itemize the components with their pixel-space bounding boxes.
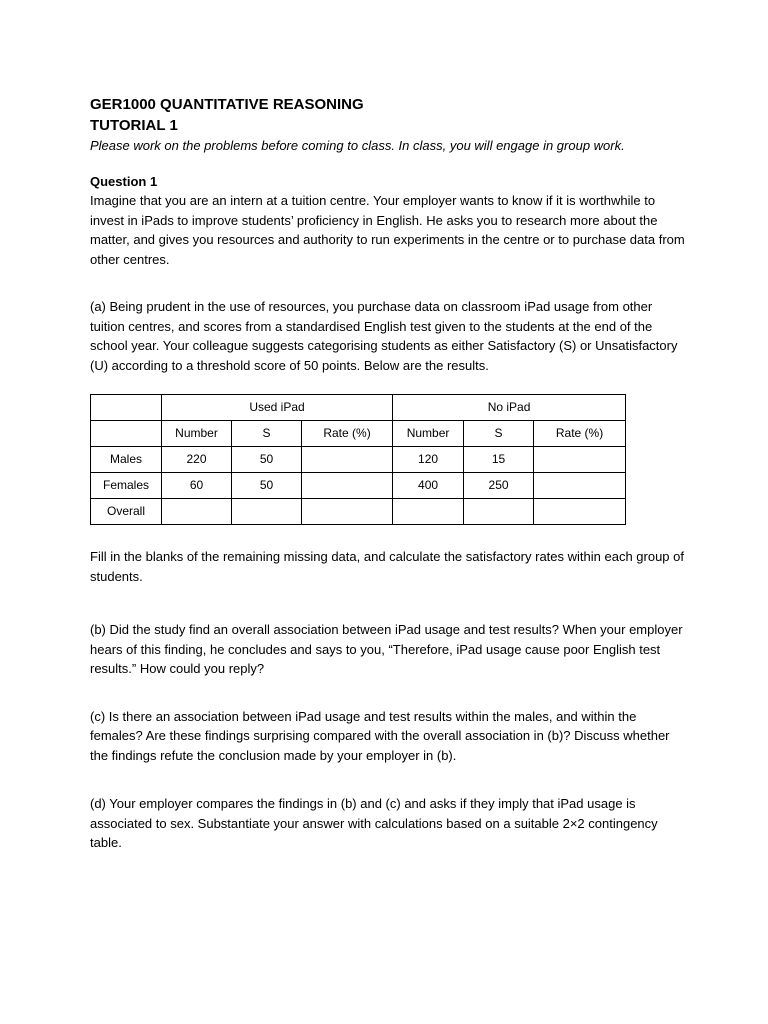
table-cell xyxy=(534,499,626,525)
table-cell: 50 xyxy=(232,473,302,499)
table-cell xyxy=(534,473,626,499)
table-sub-header-row xyxy=(91,421,626,447)
table-cell xyxy=(162,499,232,525)
sub-header-cell: S xyxy=(232,421,302,447)
table-cell: 50 xyxy=(232,447,302,473)
question-intro: Imagine that you are an intern at a tuition centre. Your employer wants to know if it is worthwhile to invest in iPads to improve students’ proficiency in English. He asks you to research more about the matter, and gives you resources and authority to run experiments in the centre or to purchase data from other centres. xyxy=(90,193,685,267)
course-title: GER1000 QUANTITATIVE REASONING xyxy=(90,96,364,113)
table-row xyxy=(91,473,626,499)
instructions: Please work on the problems before coming to class. In class, you will engage in group work. xyxy=(90,138,625,153)
table-cell xyxy=(464,499,534,525)
group-header-used-ipad: Used iPad xyxy=(162,395,393,421)
table-cell xyxy=(302,499,393,525)
sub-header-cell: Number xyxy=(162,421,232,447)
sub-header-cell: Rate (%) xyxy=(534,421,626,447)
tutorial-title: TUTORIAL 1 xyxy=(90,117,178,134)
table-cell: 220 xyxy=(162,447,232,473)
table-empty-cell xyxy=(91,421,162,447)
part-b-text: (b) Did the study find an overall association between iPad usage and test results? When your employer hears of this finding, he concludes and says to you, “Therefore, iPad usage cause poor English test results.” How could you reply? xyxy=(90,622,683,676)
part-a-text: (a) Being prudent in the use of resources, you purchase data on classroom iPad usage from other tuition centres, and scores from a standardised English test given to the students at the end of the school year. Your colleague suggests categorising students as either Satisfactory (S) or Unsatisfactory (U) according to a threshold score of 50 points. Below are the results. xyxy=(90,299,678,373)
results-table xyxy=(90,394,626,525)
table-cell xyxy=(534,447,626,473)
table-group-header-row xyxy=(91,395,626,421)
row-label: Males xyxy=(91,447,162,473)
table-cell: 15 xyxy=(464,447,534,473)
table-row xyxy=(91,447,626,473)
sub-header-cell: Number xyxy=(393,421,464,447)
part-c-text: (c) Is there an association between iPad usage and test results within the males, and within the females? Are these findings surprising compared with the overall association in (b)? Discuss whether the findings refute the conclusion made by your employer in (b). xyxy=(90,708,670,763)
question-heading: Question 1 xyxy=(90,173,158,189)
table-corner-cell xyxy=(91,395,162,421)
table-cell: 120 xyxy=(393,447,464,473)
sub-header-cell: Rate (%) xyxy=(302,421,393,447)
row-label: Females xyxy=(91,473,162,499)
sub-header-cell: S xyxy=(464,421,534,447)
table-cell: 60 xyxy=(162,473,232,499)
results-table-wrapper xyxy=(90,394,690,525)
row-label: Overall xyxy=(91,499,162,525)
document-page xyxy=(90,94,690,853)
fill-instruction: Fill in the blanks of the remaining missing data, and calculate the satisfactory rates within each group of students. xyxy=(90,549,684,584)
group-header-no-ipad: No iPad xyxy=(393,395,626,421)
table-cell xyxy=(232,499,302,525)
table-cell xyxy=(302,447,393,473)
table-cell xyxy=(302,473,393,499)
table-cell: 250 xyxy=(464,473,534,499)
table-cell xyxy=(393,499,464,525)
part-d-text: (d) Your employer compares the findings in (b) and (c) and asks if they imply that iPad usage is associated to sex. Substantiate your answer with calculations based on a suitable 2×2 contingency table. xyxy=(90,796,658,850)
table-cell: 400 xyxy=(393,473,464,499)
table-row xyxy=(91,499,626,525)
